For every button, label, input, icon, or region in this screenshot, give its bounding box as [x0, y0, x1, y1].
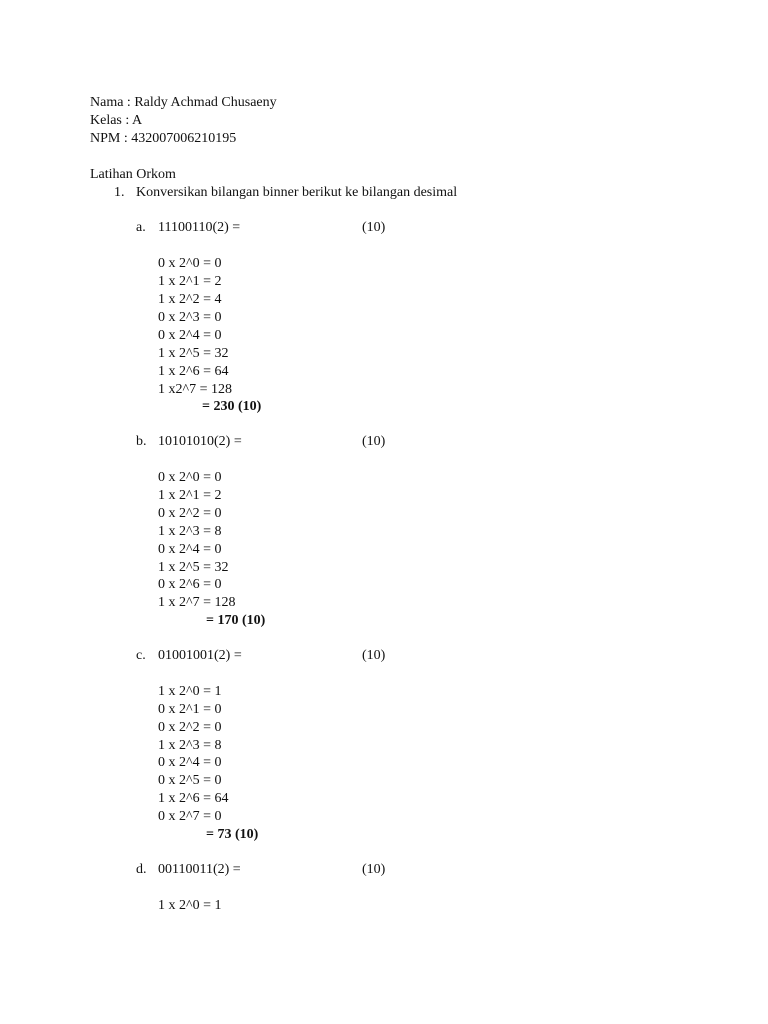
problem-a-step-7: 1 x2^7 = 128 [158, 382, 232, 397]
problem-a-step-0: 0 x 2^0 = 0 [158, 256, 222, 271]
problem-b-step-3: 1 x 2^3 = 8 [158, 524, 222, 539]
problem-c-letter: c. [136, 648, 146, 663]
problem-b-step-4: 0 x 2^4 = 0 [158, 542, 222, 557]
problem-c-step-1: 0 x 2^1 = 0 [158, 702, 222, 717]
problem-b-step-2: 0 x 2^2 = 0 [158, 506, 222, 521]
question-number: 1. [114, 185, 125, 200]
problem-a-step-3: 0 x 2^3 = 0 [158, 310, 222, 325]
problem-b-letter: b. [136, 434, 147, 449]
problem-a-base: (10) [362, 220, 386, 235]
problem-c-step-4: 0 x 2^4 = 0 [158, 755, 222, 770]
problem-b-step-6: 0 x 2^6 = 0 [158, 577, 222, 592]
problem-c-expression: 01001001(2) = [158, 648, 242, 663]
question-text: Konversikan bilangan binner berikut ke bilangan desimal [136, 185, 458, 200]
problem-c-result: = 73 (10) [206, 827, 259, 842]
problem-c-step-3: 1 x 2^3 = 8 [158, 738, 222, 753]
problem-a-step-2: 1 x 2^2 = 4 [158, 292, 222, 307]
problem-c-step-6: 1 x 2^6 = 64 [158, 791, 229, 806]
problem-d-expression: 00110011(2) = [158, 862, 241, 877]
problem-a-step-5: 1 x 2^5 = 32 [158, 346, 229, 361]
problem-a-step-6: 1 x 2^6 = 64 [158, 364, 229, 379]
problem-a-expression: 11100110(2) = [158, 220, 241, 235]
problem-b-base: (10) [362, 434, 386, 449]
problem-b-step-5: 1 x 2^5 = 32 [158, 560, 229, 575]
student-npm: NPM : 432007006210195 [90, 131, 237, 146]
problem-a-letter: a. [136, 220, 146, 235]
problem-c-step-2: 0 x 2^2 = 0 [158, 720, 222, 735]
student-class: Kelas : A [90, 113, 143, 128]
problem-c-step-7: 0 x 2^7 = 0 [158, 809, 222, 824]
problem-a-step-1: 1 x 2^1 = 2 [158, 274, 222, 289]
problem-c-step-0: 1 x 2^0 = 1 [158, 684, 222, 699]
problem-a-result: = 230 (10) [202, 399, 262, 414]
problem-d-step-0: 1 x 2^0 = 1 [158, 898, 222, 913]
problem-a-step-4: 0 x 2^4 = 0 [158, 328, 222, 343]
problem-d-letter: d. [136, 862, 147, 877]
section-title: Latihan Orkom [90, 167, 176, 182]
problem-d-base: (10) [362, 862, 386, 877]
problem-b-expression: 10101010(2) = [158, 434, 242, 449]
student-name: Nama : Raldy Achmad Chusaeny [90, 95, 277, 110]
problem-b-step-7: 1 x 2^7 = 128 [158, 595, 236, 610]
problem-c-step-5: 0 x 2^5 = 0 [158, 773, 222, 788]
problem-c-base: (10) [362, 648, 386, 663]
problem-b-step-0: 0 x 2^0 = 0 [158, 470, 222, 485]
problem-b-result: = 170 (10) [206, 613, 266, 628]
problem-b-step-1: 1 x 2^1 = 2 [158, 488, 222, 503]
